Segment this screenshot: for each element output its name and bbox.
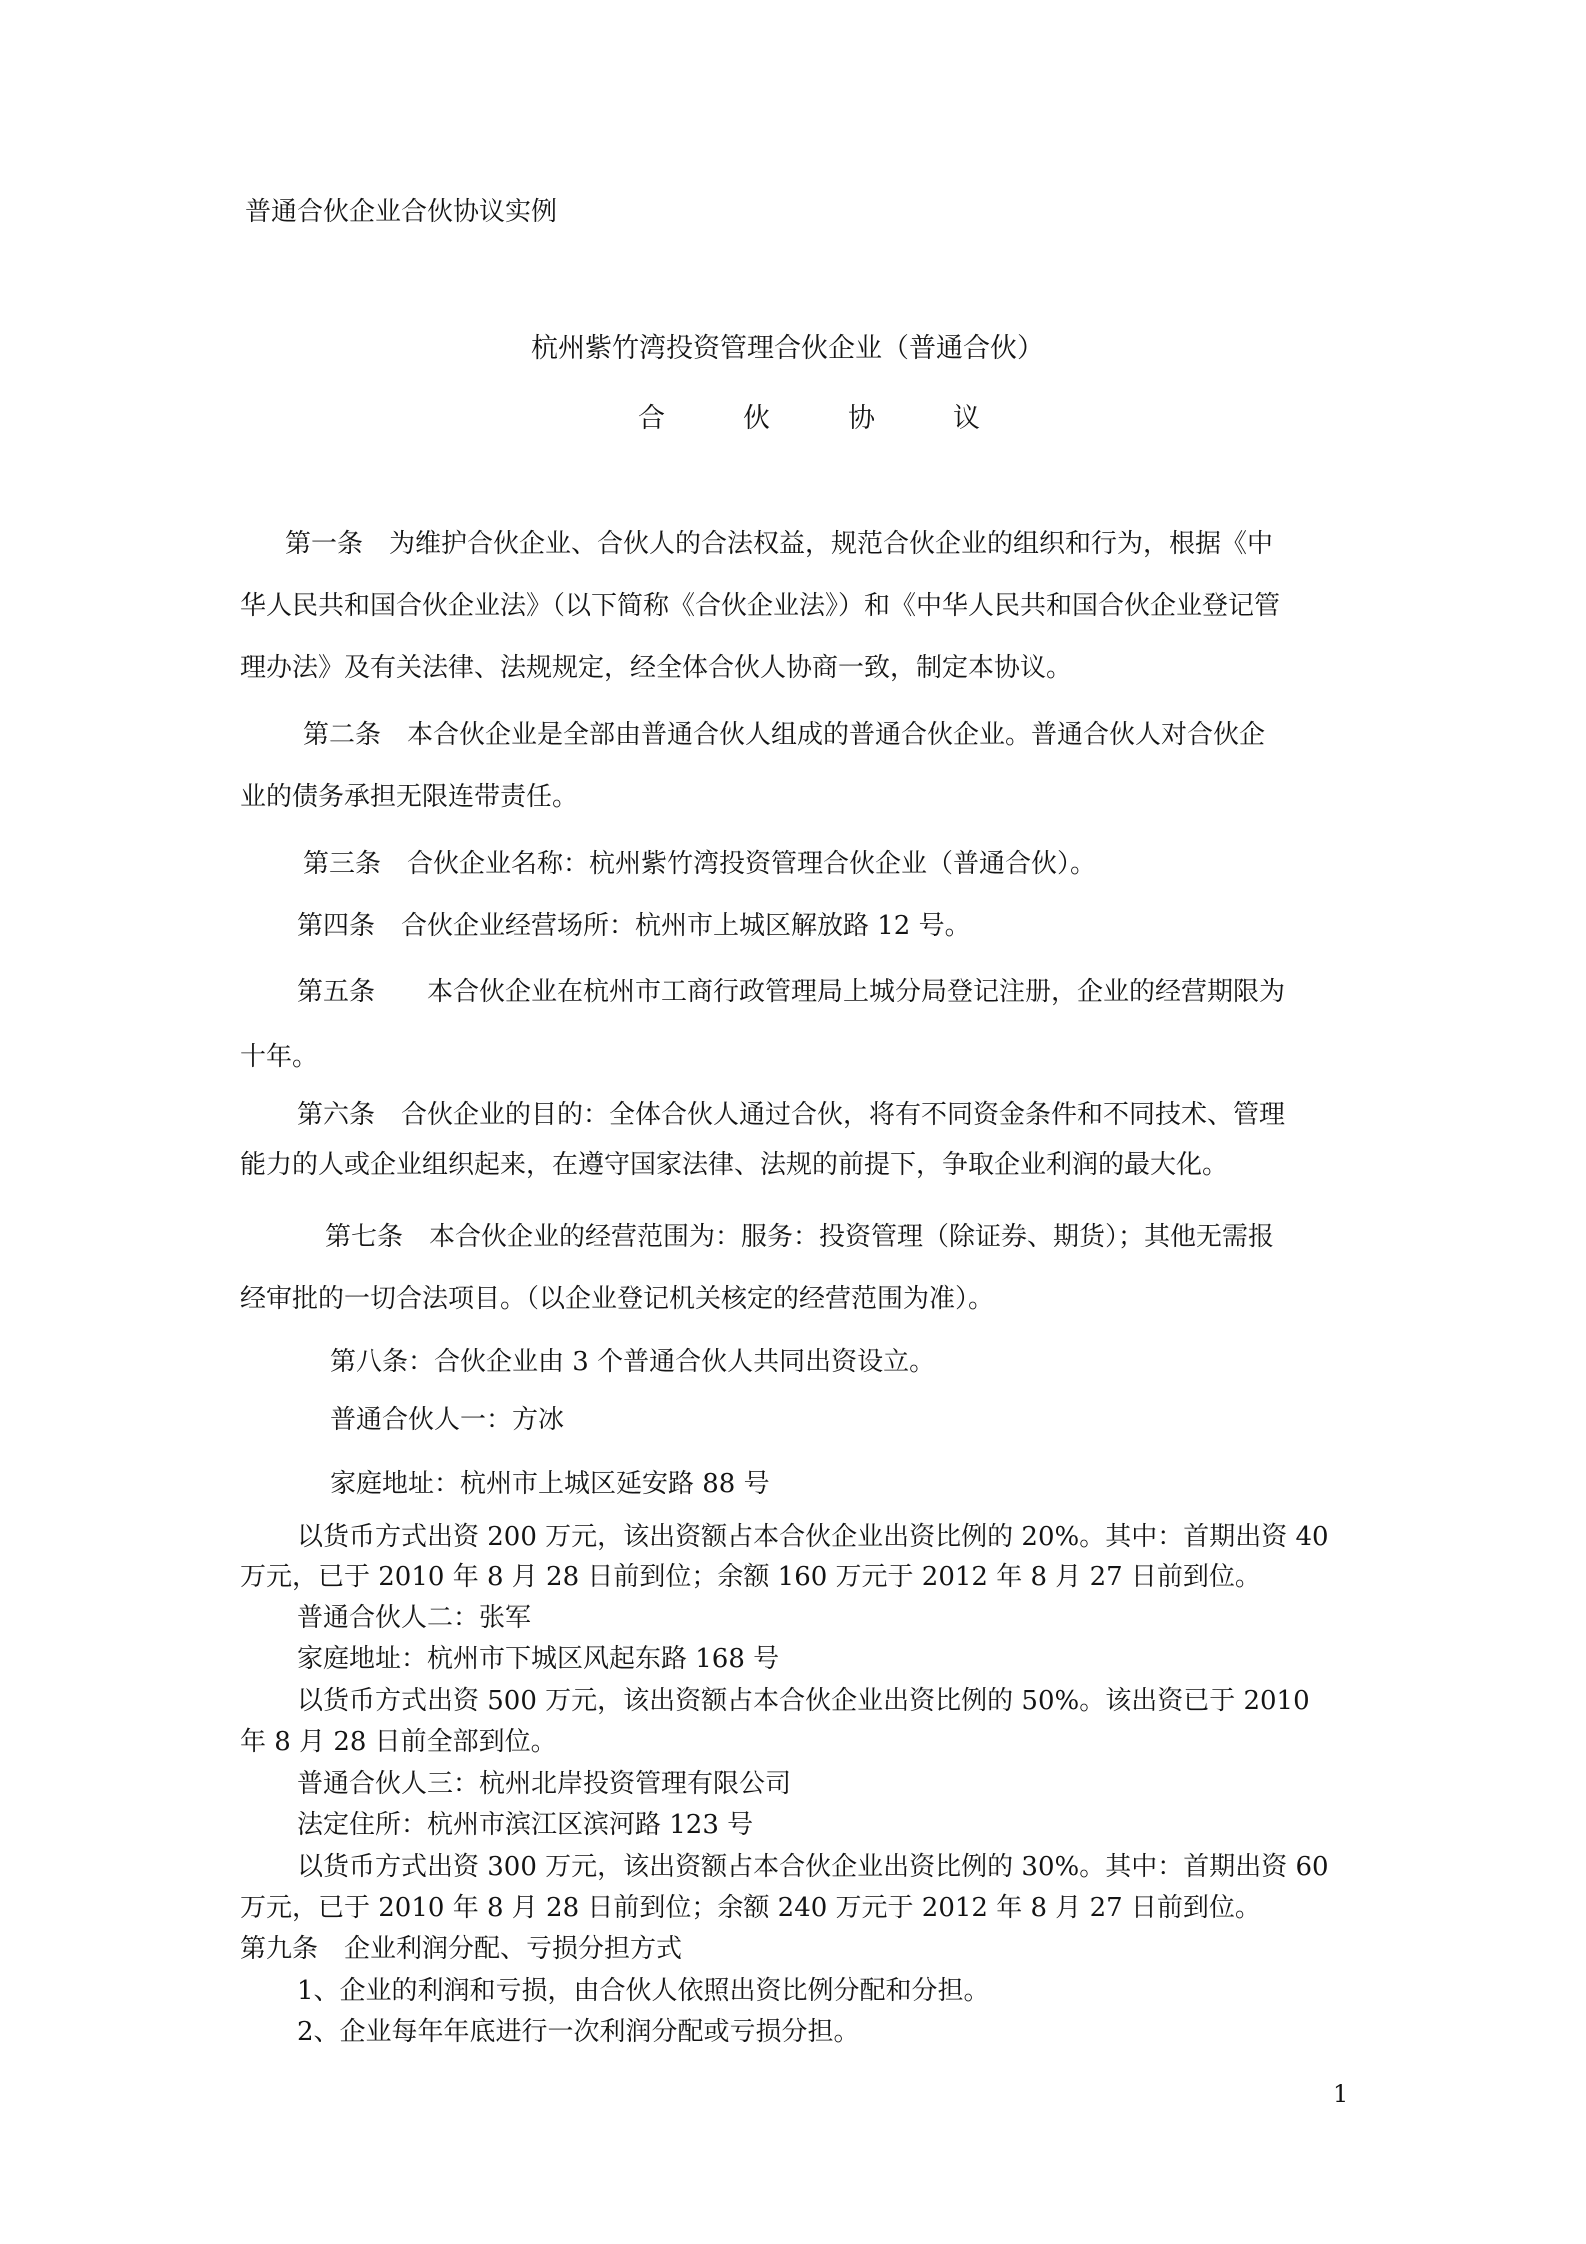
article-1-line-3: 理办法》及有关法律、法规规定，经全体合伙人协商一致，制定本协议。 [240,653,1073,683]
article-9-item-1: 1、企业的利润和亏损，由合伙人依照出资比例分配和分担。 [297,1976,990,2006]
subtitle-char: 协 [848,403,875,434]
article-3-line-1: 第三条 合伙企业名称：杭州紫竹湾投资管理合伙企业（普通合伙）。 [303,849,1097,879]
article-7-line-1: 第七条 本合伙企业的经营范围为：服务：投资管理（除证券、期货）；其他无需报 [325,1222,1275,1252]
document-subtitle [638,402,1058,436]
subtitle-char: 议 [953,403,980,434]
article-1-line-1: 第一条 为维护合伙企业、合伙人的合法权益，规范合伙企业的组织和行为，根据《中 [285,529,1274,559]
partner-3-name: 普通合伙人三：杭州北岸投资管理有限公司 [297,1769,792,1799]
partner-3-contribution-line-1: 以货币方式出资 300 万元，该出资额占本合伙企业出资比例的 30%。其中：首期出资 60 [297,1852,1329,1882]
article-8-line-1: 第八条：合伙企业由 3 个普通合伙人共同出资设立。 [330,1347,936,1377]
partner-3-address: 法定住所：杭州市滨江区滨河路 123 号 [297,1810,754,1840]
article-6-line-2: 能力的人或企业组织起来，在遵守国家法律、法规的前提下，争取企业利润的最大化。 [240,1150,1229,1180]
partner-2-contribution-line-2: 年 8 月 28 日前全部到位。 [240,1727,557,1757]
document-label: 普通合伙企业合伙协议实例 [245,197,558,227]
article-4-line-1: 第四条 合伙企业经营场所：杭州市上城区解放路 12 号。 [297,911,971,941]
article-5-line-1: 第五条 本合伙企业在杭州市工商行政管理局上城分局登记注册，企业的经营期限为 [297,977,1286,1007]
partner-1-contribution-line-1: 以货币方式出资 200 万元，该出资额占本合伙企业出资比例的 20%。其中：首期出资 40 [297,1522,1329,1552]
partner-2-name: 普通合伙人二：张军 [297,1603,532,1633]
article-7-line-2: 经审批的一切合法项目。（以企业登记机关核定的经营范围为准）。 [240,1284,995,1314]
article-9-heading: 第九条 企业利润分配、亏损分担方式 [240,1934,683,1964]
partner-1-name: 普通合伙人一：方冰 [330,1405,565,1435]
article-5-line-2: 十年。 [240,1042,319,1072]
document-title: 杭州紫竹湾投资管理合伙企业（普通合伙） [531,333,1044,364]
article-2-line-1: 第二条 本合伙企业是全部由普通合伙人组成的普通合伙企业。普通合伙人对合伙企 [303,720,1266,750]
partner-1-contribution-line-2: 万元，已于 2010 年 8 月 28 日前到位；余额 160 万元于 2012 年 8 月 27 日前到位。 [240,1562,1261,1592]
partner-2-address: 家庭地址：杭州市下城区风起东路 168 号 [297,1644,780,1674]
partner-1-address: 家庭地址：杭州市上城区延安路 88 号 [330,1469,770,1499]
article-2-line-2: 业的债务承担无限连带责任。 [240,782,579,812]
subtitle-char: 伙 [743,403,770,434]
article-6-line-1: 第六条 合伙企业的目的：全体合伙人通过合伙，将有不同资金条件和不同技术、管理 [297,1100,1286,1130]
article-1-line-2: 华人民共和国合伙企业法》（以下简称《合伙企业法》）和《中华人民共和国合伙企业登记管 [240,591,1281,621]
partner-3-contribution-line-2: 万元，已于 2010 年 8 月 28 日前到位；余额 240 万元于 2012 年 8 月 27 日前到位。 [240,1893,1261,1923]
page-number: 1 [1333,2080,1349,2108]
article-9-item-2: 2、企业每年年底进行一次利润分配或亏损分担。 [297,2017,860,2047]
partner-2-contribution-line-1: 以货币方式出资 500 万元，该出资额占本合伙企业出资比例的 50%。该出资已于 2010 [297,1686,1310,1716]
subtitle-char: 合 [638,403,665,434]
